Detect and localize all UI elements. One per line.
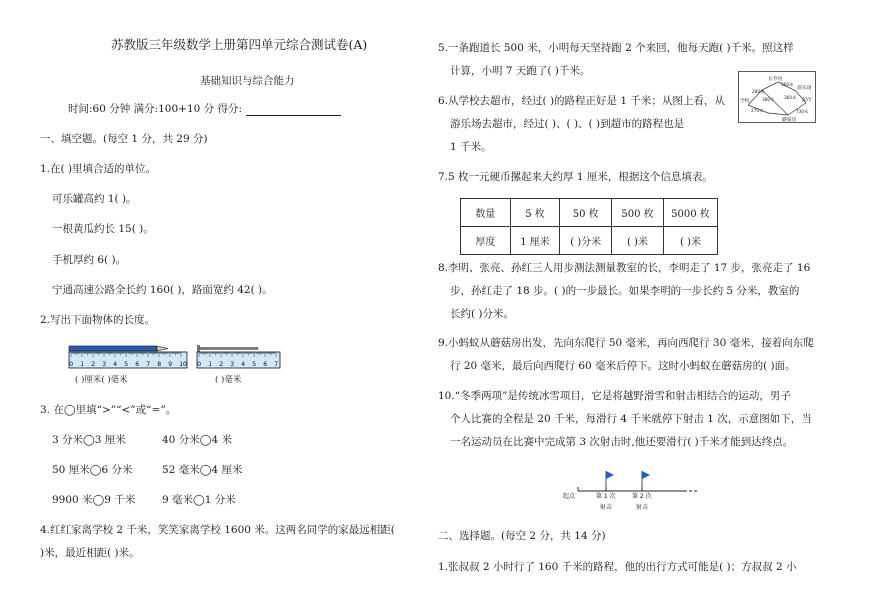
s2-q1-line1: 1.张叔叔 2 小时行了 160 千米的路程，他的出行方式可能是( )；方叔叔 2 小 — [438, 561, 797, 573]
q3-item: 40 分米◯4 米 — [162, 434, 232, 446]
start-label: 起点 — [563, 493, 576, 500]
q4-line1: 4.红红家离学校 2 千米，笑笑家离学校 1600 米。这两名同学的家最远相距( — [40, 524, 395, 536]
q10-line2: 个人比赛的全程是 20 千米，每滑行 4 千米就停下射击 1 次，示意图如下，当 — [450, 413, 812, 425]
ruler-b — [196, 340, 282, 372]
page-title: 苏教版三年级数学上册第四单元综合测试卷(A) — [111, 37, 368, 52]
q6-line3: 1 千米。 — [450, 141, 492, 153]
pencil-tip — [157, 346, 168, 351]
shoot-label: 射击 — [636, 504, 649, 511]
map-distance: 360米 — [781, 82, 794, 87]
ruler-number: 5 — [124, 361, 129, 368]
table-cell: 1 厘米 — [510, 227, 560, 255]
nail-head — [197, 345, 200, 352]
q6-line1: 6.从学校去超市，经过( )的路程正好是 1 千米；从图上看，从 — [438, 95, 725, 107]
shoot-label: 射击 — [600, 504, 613, 511]
flag-1 — [606, 471, 614, 479]
ruler-number: 7 — [274, 361, 279, 368]
ruler-number: 4 — [113, 361, 118, 368]
map-label: 长寿居 — [768, 77, 783, 82]
time-score-line — [68, 103, 341, 116]
ruler-a-caption: ( )厘米( )毫米 — [75, 375, 128, 385]
ruler-number: 0 — [197, 361, 202, 368]
table-cell: 数量 — [461, 199, 511, 227]
q7-line1: 7.5 枚一元硬币摞起来大约厚 1 厘米，根据这个信息填表。 — [438, 171, 713, 183]
q1-line: 一根黄瓜约长 15( )。 — [52, 223, 154, 235]
ruler-b-caption: ( )毫米 — [215, 375, 242, 385]
map-distance: 730米 — [796, 109, 809, 114]
ruler-number: 10 — [179, 361, 187, 368]
q5-line2: 计算，小明 7 天跑了( )千米。 — [450, 65, 591, 77]
q2-stem: 2.写出下面物体的长度。 — [40, 314, 156, 326]
q1-stem: 1.在( )里填合适的单位。 — [40, 163, 157, 175]
q3-item: 3 分米◯3 厘米 — [52, 434, 126, 446]
q3-stem: 3. 在◯里填“>”“<”或“=”。 — [40, 404, 177, 416]
map-distance: 380米 — [762, 97, 775, 102]
q3-item: 9900 米◯9 千米 — [52, 494, 136, 506]
q9-line2: 行 20 毫米，最后向西爬行 60 毫米后停下。这时小蚂蚁在蘑菇房的( )面。 — [450, 360, 796, 372]
ruler-number: 8 — [157, 361, 162, 368]
q4-line2: )米，最近相距( )米。 — [40, 547, 140, 559]
map-label: 超市 — [802, 98, 812, 103]
q3-item: 52 毫米◯4 厘米 — [162, 464, 243, 476]
ruler-number: 0 — [69, 361, 74, 368]
page-subtitle: 基础知识与综合能力 — [200, 75, 295, 87]
q5-line1: 5.一条跑道长 500 米，小明每天坚持跑 2 个来回，他每天跑( )千米。照这样 — [438, 42, 794, 54]
time-score-text: 时间:60 分钟 满分:100+10 分 得分: — [68, 103, 243, 115]
table-cell: 5 枚 — [510, 199, 560, 227]
table-cell: 500 枚 — [612, 199, 664, 227]
q9-line1: 9.小蚂蚁从蘑菇房出发，先向东爬行 50 毫米，再向西爬行 30 毫米，接着向东爬 — [438, 337, 814, 349]
map-label: 游乐场 — [797, 86, 812, 91]
ruler-number: 6 — [135, 361, 140, 368]
q1-line: 可乐罐高约 1( )。 — [52, 193, 137, 205]
pencil-object — [69, 346, 157, 351]
section2-heading: 二、选择题。(每空 2 分，共 14 分) — [438, 530, 606, 542]
map-distance: 360米 — [784, 95, 797, 100]
route-map — [738, 71, 816, 123]
ruler-number: 3 — [102, 361, 107, 368]
table-cell: 厚度 — [461, 227, 511, 255]
ruler-a — [68, 340, 190, 372]
q6-line2: 游乐场去超市，经过( )、( )、( )到超市的路程也是 — [450, 118, 685, 130]
score-blank[interactable] — [246, 104, 341, 116]
section1-heading: 一、填空题。(每空 1 分，共 29 分) — [40, 133, 208, 145]
ruler-number: 2 — [91, 361, 96, 368]
biathlon-diagram — [558, 466, 698, 514]
q8-line2: 步，孙红走了 18 步。( )的一步最长。如果李明的一步长约 5 分米，教室的 — [450, 285, 800, 297]
q3-item: 50 厘米◯6 分米 — [52, 464, 133, 476]
second-shot-label: 第 2 次 — [632, 493, 652, 500]
ruler-number: 9 — [168, 361, 173, 368]
ruler-number: 3 — [230, 361, 235, 368]
ruler-number: 6 — [263, 361, 268, 368]
q8-line3: 长约( )分米。 — [450, 308, 515, 320]
map-label: 蘑菇房 — [782, 118, 797, 123]
q8-line1: 8.李明、张亮、孙红三人用步测法测量教室的长，李明走了 17 步，张亮走了 16 — [438, 262, 811, 274]
ruler-number: 7 — [146, 361, 151, 368]
q3-item: 9 毫米◯1 分米 — [162, 494, 236, 506]
table-row — [461, 227, 718, 255]
ruler-number: 2 — [219, 361, 224, 368]
flag-2 — [642, 471, 650, 479]
map-label: 学校 — [740, 99, 750, 104]
ruler-number: 5 — [252, 361, 257, 368]
q1-line: 手机厚约 6( )。 — [52, 254, 127, 266]
table-cell: 5000 枚 — [663, 199, 717, 227]
table-cell: ( )米 — [663, 227, 717, 255]
ruler-number: 1 — [80, 361, 85, 368]
table-row — [461, 199, 718, 227]
q10-line3: 一名运动员在比赛中完成第 3 次射击时,他还要滑行( )千米才能到达终点。 — [450, 436, 794, 448]
nail-object — [200, 348, 258, 350]
q1-line: 宁通高速公路全长约 160( )，路面宽约 42( )。 — [52, 284, 273, 296]
coin-table — [460, 198, 718, 255]
ruler-number: 1 — [208, 361, 213, 368]
table-cell: ( )分米 — [560, 227, 612, 255]
map-distance: 270米 — [751, 108, 764, 113]
ruler-number: 4 — [241, 361, 246, 368]
first-shot-label: 第 1 次 — [596, 493, 616, 500]
map-distance: 280米 — [752, 89, 765, 94]
q10-line1: 10.“冬季两项”是传统冰雪项目，它是将越野滑雪和射击相结合的运动，男子 — [438, 390, 791, 402]
table-cell: 50 枚 — [560, 199, 612, 227]
table-cell: ( )米 — [612, 227, 664, 255]
